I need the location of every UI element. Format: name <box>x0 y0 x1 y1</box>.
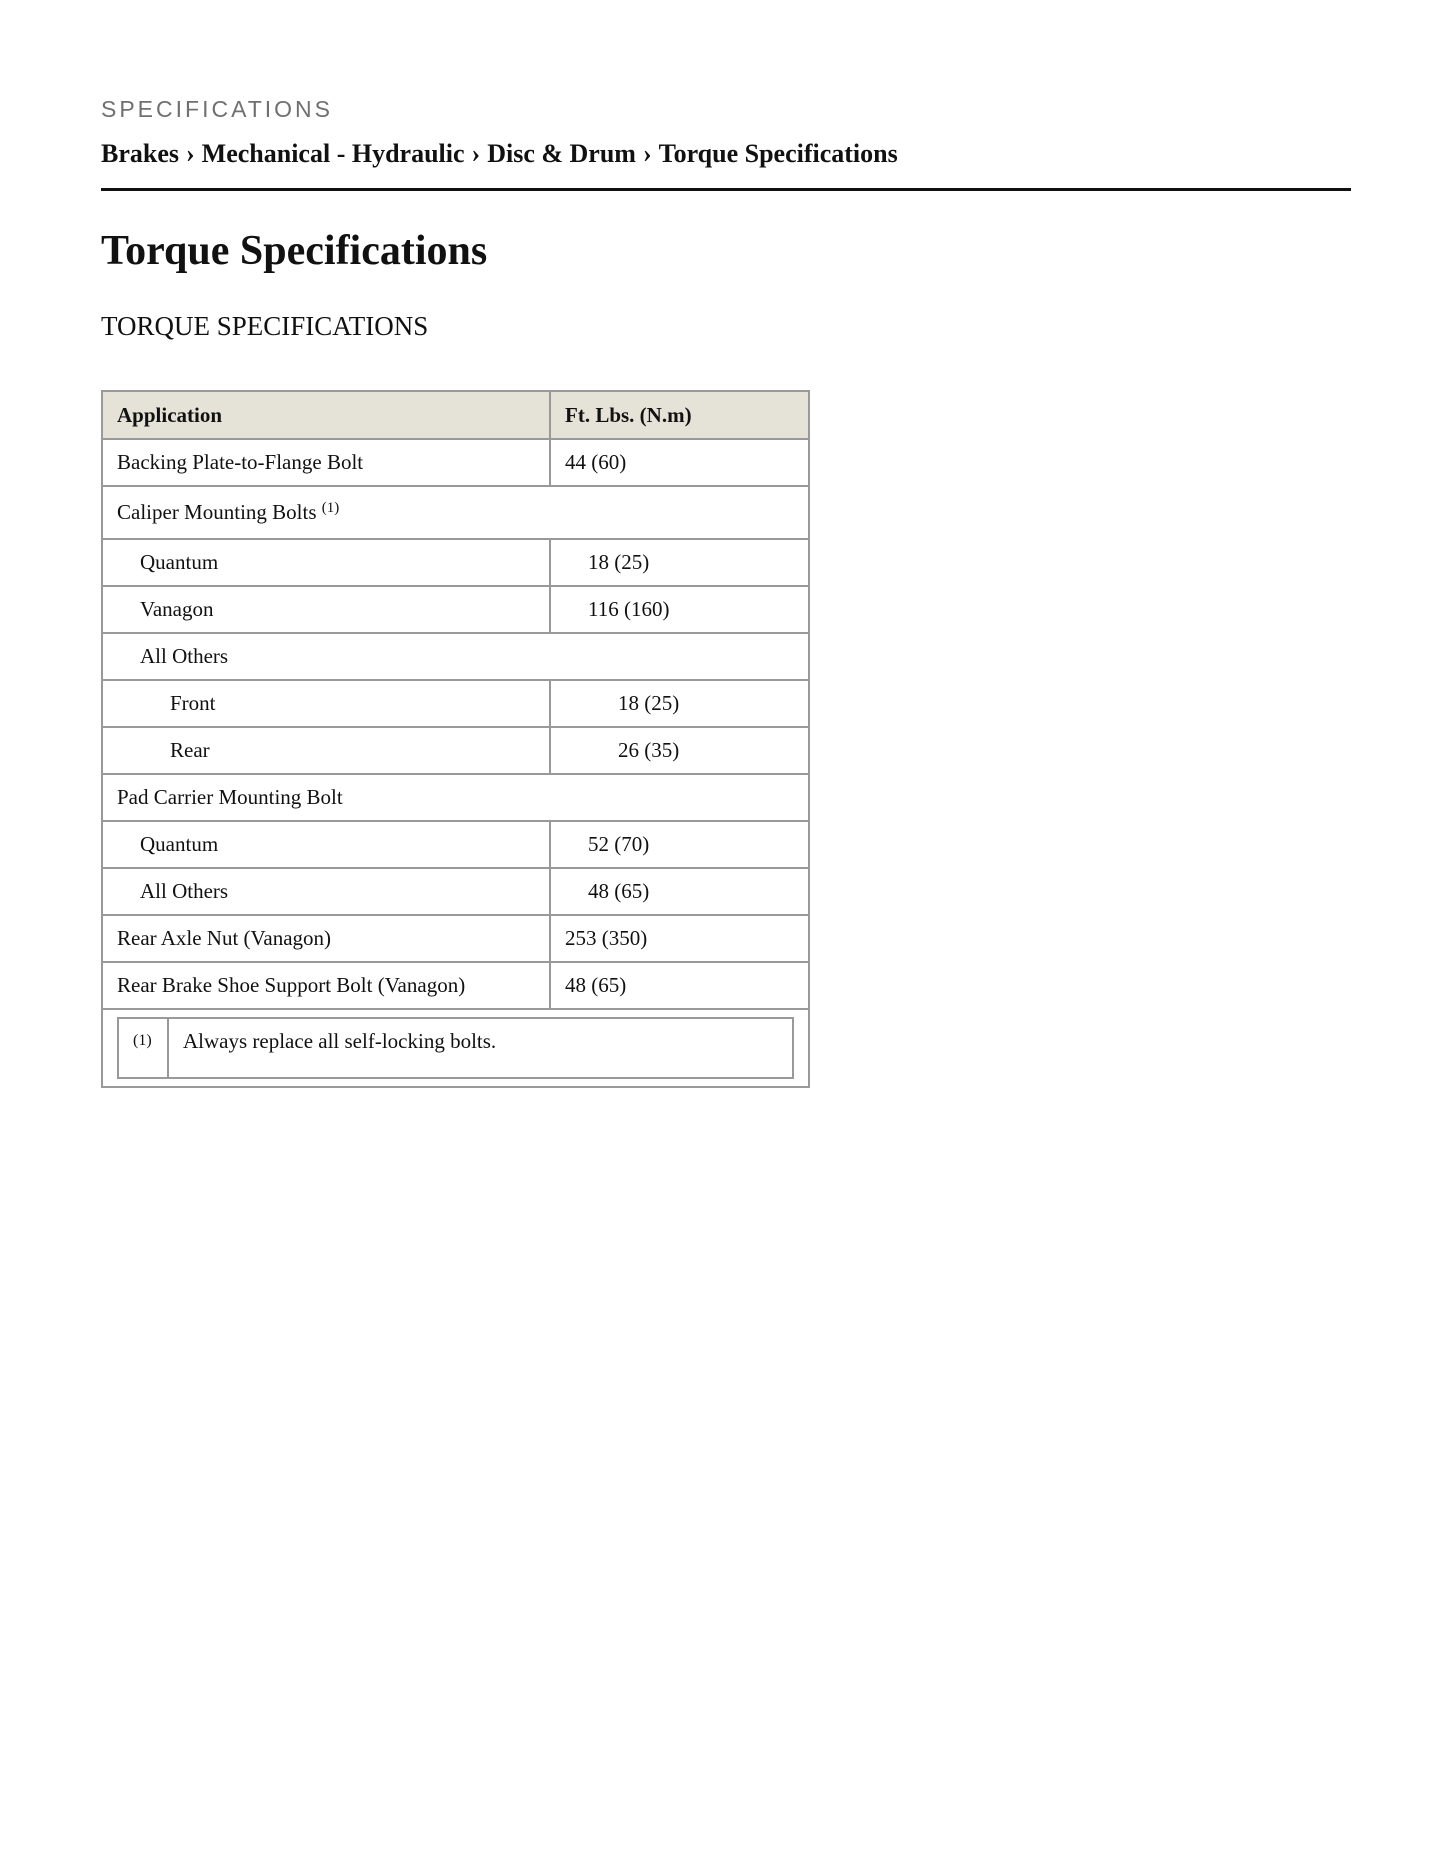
torque-cell: 52 (70) <box>550 821 809 868</box>
table-row <box>102 821 809 868</box>
application-cell: Vanagon <box>102 586 550 633</box>
table-row <box>102 439 809 486</box>
torque-cell: 18 (25) <box>550 539 809 586</box>
footnote-reference[interactable]: (1) <box>321 500 340 516</box>
table-row <box>102 539 809 586</box>
torque-cell: 116 (160) <box>550 586 809 633</box>
breadcrumb-separator: › <box>471 139 481 168</box>
footnote-container <box>102 1009 809 1087</box>
table-row <box>102 586 809 633</box>
torque-cell: 48 (65) <box>550 962 809 1009</box>
breadcrumb-item-torque-specifications: Torque Specifications <box>658 139 898 168</box>
breadcrumb-item-disc-drum[interactable]: Disc & Drum <box>487 139 636 168</box>
torque-cell: 48 (65) <box>550 868 809 915</box>
breadcrumb-item-brakes[interactable]: Brakes <box>101 139 179 168</box>
column-header-application: Application <box>102 391 550 439</box>
header-divider <box>101 188 1351 191</box>
application-cell: Rear <box>102 727 550 774</box>
table-row <box>102 962 809 1009</box>
table-row <box>102 680 809 727</box>
footnote-mark: (1) <box>118 1018 168 1078</box>
breadcrumb <box>101 139 898 169</box>
application-group-cell: All Others <box>102 633 809 680</box>
page-title: Torque Specifications <box>101 228 488 274</box>
footnote-text: Always replace all self-locking bolts. <box>168 1018 793 1078</box>
table-row <box>102 868 809 915</box>
torque-cell: 44 (60) <box>550 439 809 486</box>
torque-cell: 253 (350) <box>550 915 809 962</box>
application-cell: Rear Brake Shoe Support Bolt (Vanagon) <box>102 962 550 1009</box>
application-label: Caliper Mounting Bolts <box>117 500 317 524</box>
table-row-group <box>102 774 809 821</box>
breadcrumb-item-mechanical-hydraulic[interactable]: Mechanical - Hydraulic <box>201 139 465 168</box>
application-cell: Front <box>102 680 550 727</box>
breadcrumb-separator: › <box>186 139 195 168</box>
torque-cell: 18 (25) <box>550 680 809 727</box>
application-group-cell: Pad Carrier Mounting Bolt <box>102 774 809 821</box>
application-cell: All Others <box>102 868 550 915</box>
breadcrumb-separator: › <box>642 139 652 168</box>
column-header-torque: Ft. Lbs. (N.m) <box>550 391 809 439</box>
table-row <box>102 915 809 962</box>
section-title: TORQUE SPECIFICATIONS <box>101 311 429 341</box>
table-row <box>102 727 809 774</box>
application-cell: Backing Plate-to-Flange Bolt <box>102 439 550 486</box>
table-row-group <box>102 486 809 539</box>
application-cell: Quantum <box>102 539 550 586</box>
footnote-entry <box>118 1018 793 1078</box>
section-kicker: SPECIFICATIONS <box>101 96 333 122</box>
footnote-table <box>117 1017 794 1079</box>
footnote-row <box>102 1009 809 1087</box>
application-cell: Quantum <box>102 821 550 868</box>
table-header-row <box>102 391 809 439</box>
torque-cell: 26 (35) <box>550 727 809 774</box>
application-group-cell <box>102 486 809 539</box>
application-cell: Rear Axle Nut (Vanagon) <box>102 915 550 962</box>
torque-spec-table <box>101 390 810 1088</box>
table-row-group <box>102 633 809 680</box>
